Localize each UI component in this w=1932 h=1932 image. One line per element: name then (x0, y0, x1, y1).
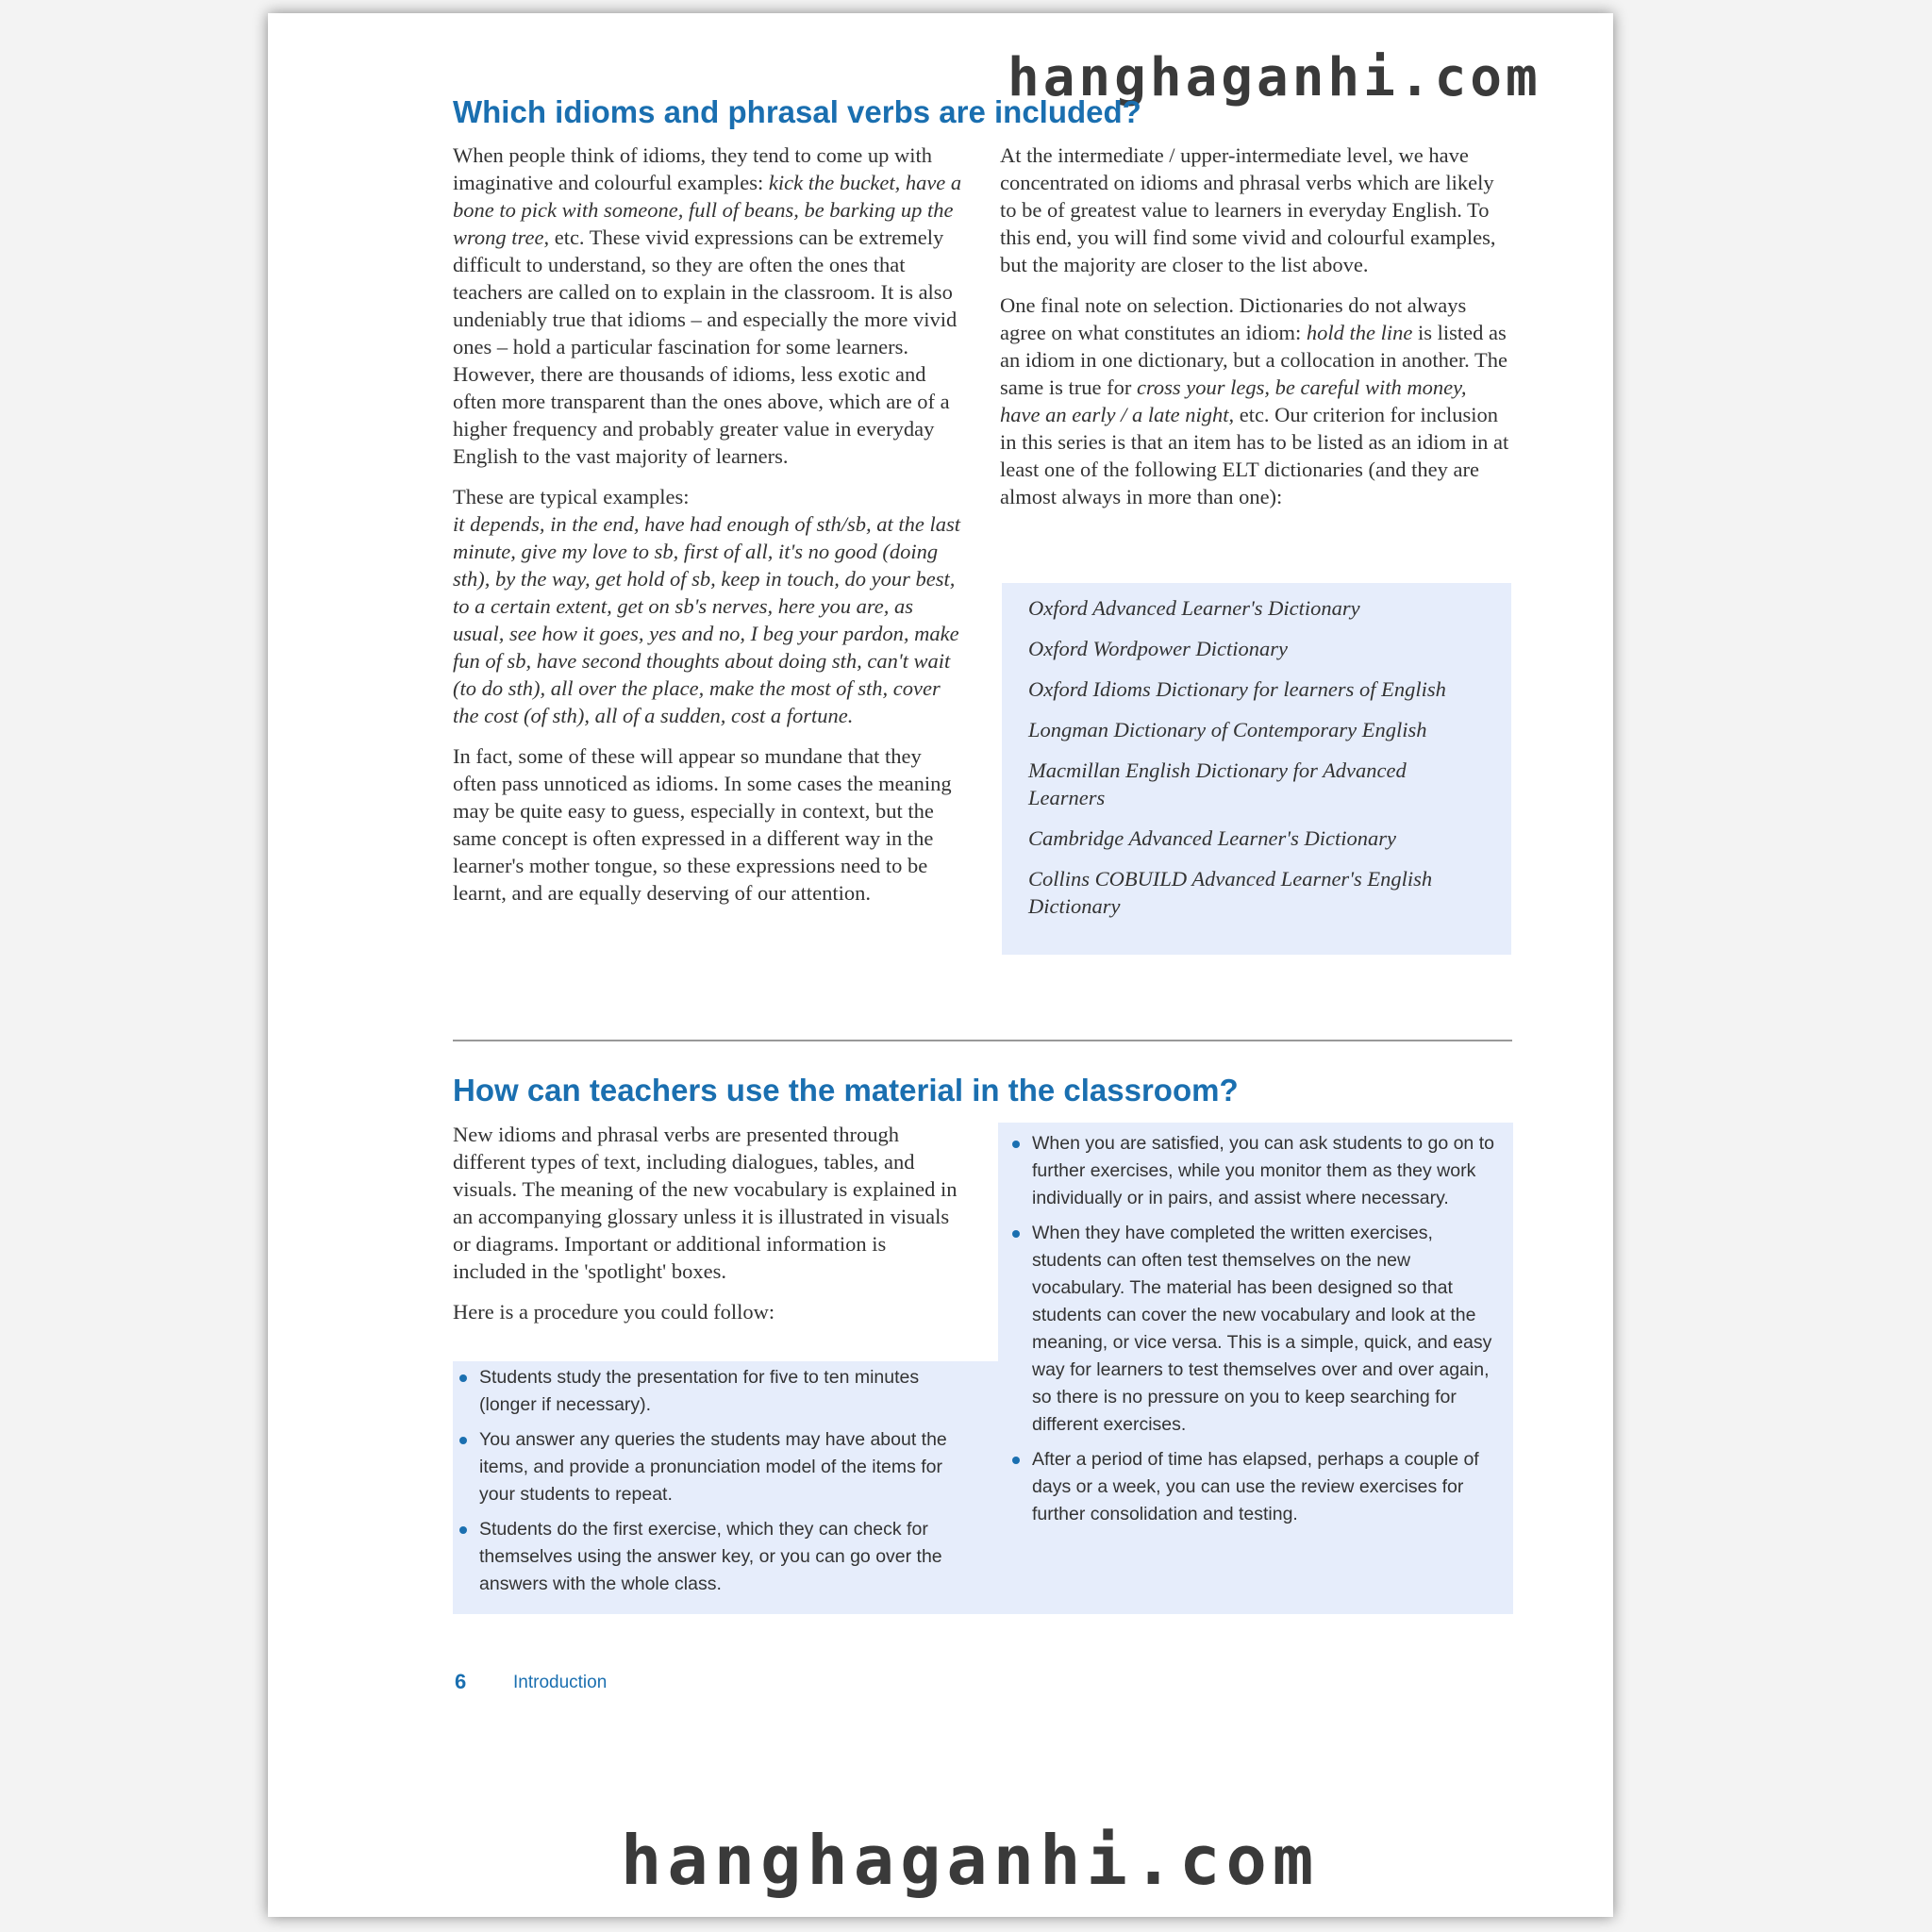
dictionary-list-box (1002, 583, 1511, 955)
paragraph-procedure: Here is a procedure you could follow: (453, 1300, 775, 1324)
paragraph-level: At the intermediate / upper-intermediate level, we have concentrated on idioms and phrasal verbs which are likely to be of greatest value to learners in everyday English. To this end, you will find some vivid and colourful examples, but the majority are closer to the list above. (1000, 143, 1496, 276)
section1-column-left (453, 142, 962, 920)
paragraph-presentation: New idioms and phrasal verbs are presented through different types of text, including dialogues, tables, and visuals. The meaning of the new vocabulary is explained in an accompanying glossary unless it is illustrated in visuals or diagrams. Important or additional information is included in the 'spotlight' boxes. (453, 1123, 958, 1283)
dictionary-item: Collins COBUILD Advanced Learner's English Dictionary (1028, 867, 1433, 918)
procedure-step: Students do the first exercise, which they can check for themselves using the answer key, or you can go over the answers with the whole class. (453, 1516, 967, 1598)
procedure-step: When you are satisfied, you can ask students to go on to further exercises, while you monitor them as they work individually or in pairs, and assist where necessary. (1006, 1130, 1506, 1212)
procedure-list-right (1006, 1130, 1506, 1536)
dictionary-item: Oxford Advanced Learner's Dictionary (1028, 596, 1360, 620)
procedure-list-left (453, 1364, 967, 1606)
procedure-step: When they have completed the written exercises, students can often test themselves on the new vocabulary. The material has been designed so that students can cover the new vocabulary and look at the meaning, or vice versa. This is a simple, quick, and easy way for learners to test themselves over and over again, so there is no pressure on you to keep searching for different exercises. (1006, 1220, 1506, 1439)
footer-section-label: Introduction (513, 1673, 608, 1692)
section-divider (453, 1040, 1512, 1041)
paragraph-examples: These are typical examples: it depends, in the end, have had enough of sth/sb, at the last minute, give my love to sb, first of all, it's no good (doing sth), by the way, get hold of sb, keep in touch, do your best, to a certain extent, get on sb's nerves, here you are, as usual, see how it goes, yes and no, I beg your pardon, make fun of sb, have second thoughts about doing sth, can't wait (to do sth), all over the place, make the most of sth, cover the cost (of sth), all of a sudden, cost a fortune. (453, 485, 961, 727)
section-heading-classroom: How can teachers use the material in the classroom? (453, 1073, 1239, 1108)
section-heading-idioms: Which idioms and phrasal verbs are included? (453, 94, 1141, 129)
paragraph-intro: When people think of idioms, they tend to come up with imaginative and colourful examples: kick the bucket, have a bone to pick with someone, full of beans, be barking up the wrong tree, etc. These vivid expressions can be extremely difficult to understand, so they are often the ones that teachers are called on to explain in the classroom. It is also undeniably true that idioms – and especially the more vivid ones – hold a particular fascination for some learners. However, there are thousands of idioms, less exotic and often more transparent than the ones above, which are of a higher frequency and probably greater value in everyday English to the vast majority of learners. (453, 143, 962, 468)
dictionary-item: Longman Dictionary of Contemporary English (1028, 718, 1427, 741)
procedure-step: After a period of time has elapsed, perhaps a couple of days or a week, you can use the review exercises for further consolidation and testing. (1006, 1446, 1506, 1528)
procedure-step: Students study the presentation for five to ten minutes (longer if necessary). (453, 1364, 967, 1419)
page-number: 6 (455, 1670, 467, 1693)
paragraph-selection: One final note on selection. Dictionaries do not always agree on what constitutes an idiom: hold the line is listed as an idiom in one dictionary, but a collocation in another. The same is true for cross your legs, be careful with money, have an early / a late night, etc. Our criterion for inclusion in this series is that an item has to be listed as an idiom in at least one of the following ELT dictionaries (and they are almost always in more than one): (1000, 293, 1509, 508)
dictionary-item: Oxford Idioms Dictionary for learners of English (1028, 677, 1446, 701)
section1-column-right (1000, 142, 1509, 524)
section2-column-left (453, 1121, 962, 1339)
dictionary-item: Cambridge Advanced Learner's Dictionary (1028, 826, 1396, 850)
dictionary-item: Oxford Wordpower Dictionary (1028, 637, 1288, 660)
watermark-bottom: hanghaganhi.com (621, 1821, 1320, 1900)
watermark-top: hanghaganhi.com (1008, 47, 1541, 108)
dictionary-item: Macmillan English Dictionary for Advanced Learners (1028, 758, 1407, 809)
procedure-step: You answer any queries the students may have about the items, and provide a pronunciation model of the items for your students to repeat. (453, 1426, 967, 1508)
paragraph-mundane: In fact, some of these will appear so mundane that they often pass unnoticed as idioms. In some cases the meaning may be quite easy to guess, especially in context, but the same concept is often expressed in a different way in the learner's mother tongue, so these expressions need to be learnt, and are equally deserving of our attention. (453, 744, 952, 905)
